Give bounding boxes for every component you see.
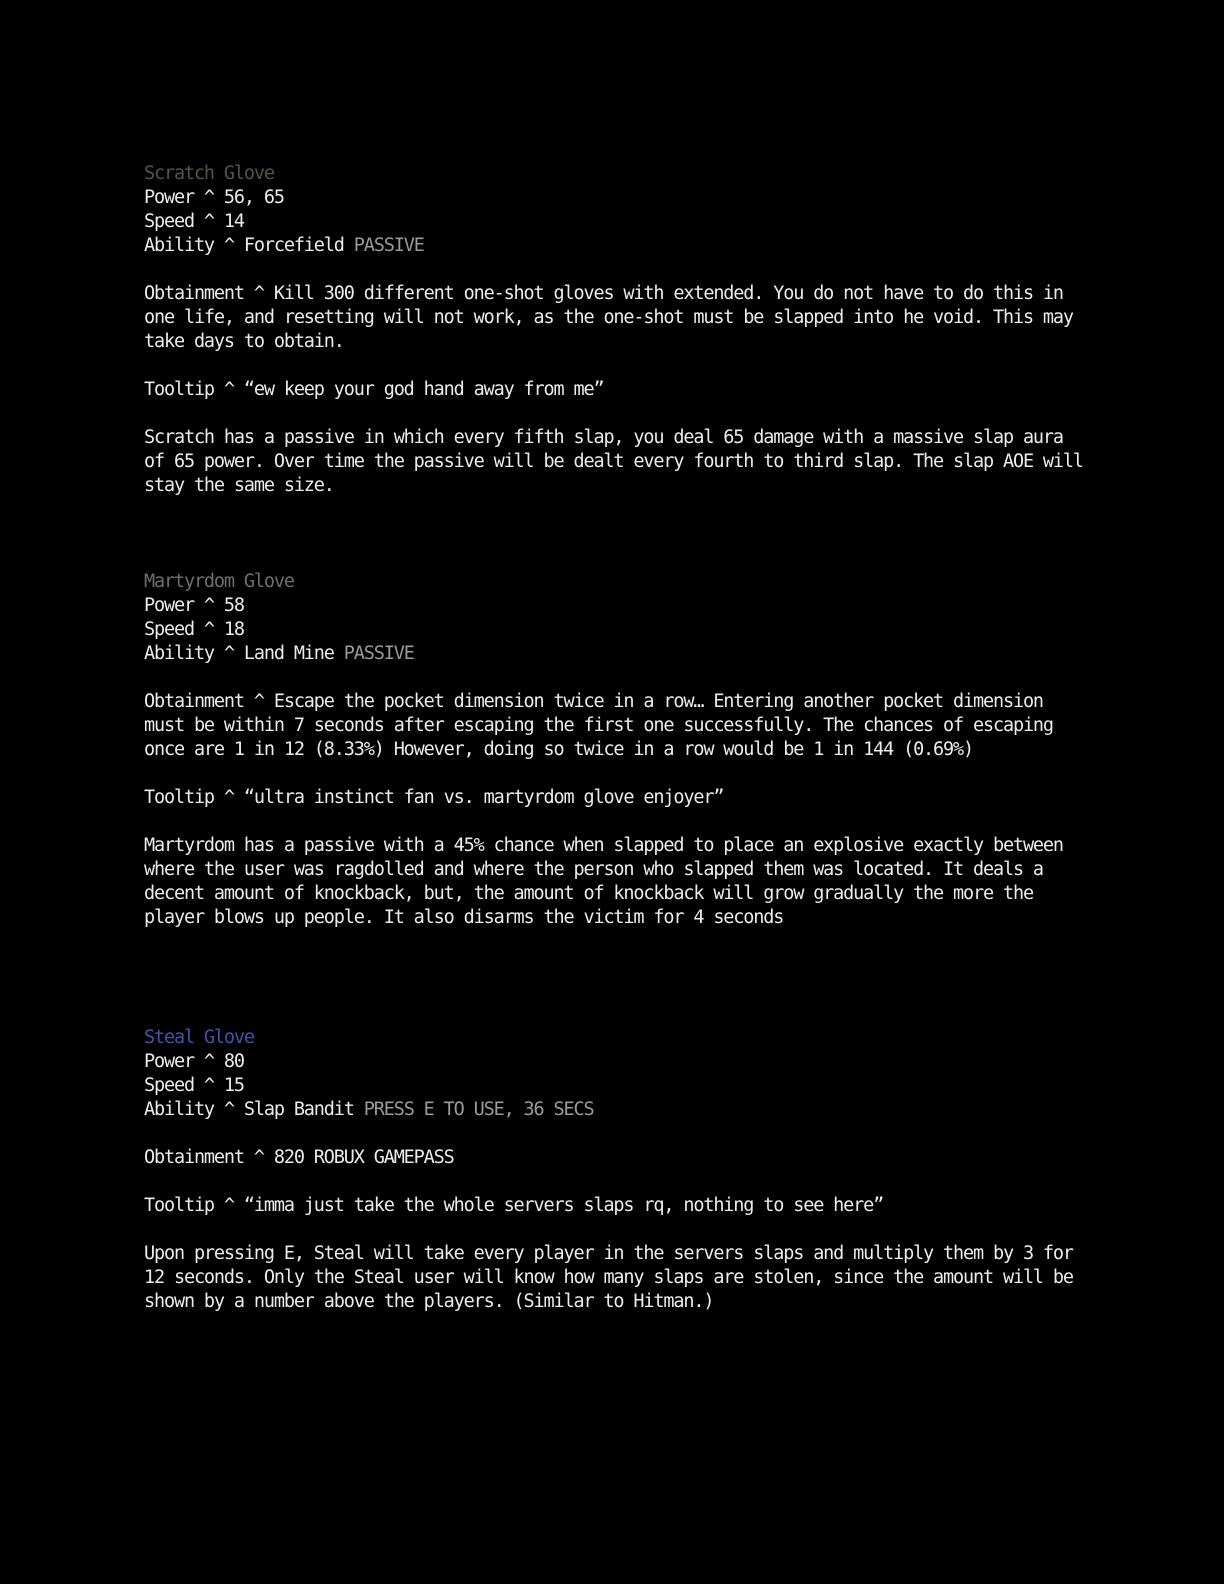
glove-description: Martyrdom has a passive with a 45% chance when slapped to place an explosive exactly between where the user was ragdolled and where the person who slapped them was located. It deals a decent amount of knockback, but, the amount of knockback will grow gradually the more the player blows up people. It also disarms the victim for 4 seconds xyxy=(144,835,1063,928)
glove-tooltip: Tooltip ^ “ultra instinct fan vs. martyrdom glove enjoyer” xyxy=(144,787,724,808)
glove-ability xyxy=(144,234,1084,258)
glove-power: Power ^ 56, 65 xyxy=(144,187,284,208)
glove-ability-name: Ability ^ Slap Bandit xyxy=(144,1099,354,1120)
glove-title: Scratch Glove xyxy=(144,163,274,184)
glove-ability-tag: PASSIVE xyxy=(343,643,414,664)
glove-tooltip: Tooltip ^ “ew keep your god hand away from me” xyxy=(144,379,604,400)
glove-ability-tag: PASSIVE xyxy=(353,235,424,256)
glove-ability-name: Ability ^ Forcefield xyxy=(144,235,344,256)
glove-speed: Speed ^ 18 xyxy=(144,619,244,640)
glove-ability-tag: PRESS E TO USE, 36 SECS xyxy=(363,1099,594,1120)
glove-tooltip: Tooltip ^ “imma just take the whole servers slaps rq, nothing to see here” xyxy=(144,1195,884,1216)
document-page xyxy=(144,162,1084,1314)
glove-power: Power ^ 58 xyxy=(144,595,244,616)
glove-speed: Speed ^ 14 xyxy=(144,211,244,232)
glove-entry-martyrdom xyxy=(144,570,1084,930)
glove-obtainment: Obtainment ^ Escape the pocket dimension twice in a row… Entering another pocket dimension must be within 7 seconds after escaping the first one successfully. The chances of escaping once are 1 in 12 (8.33%) However, doing so twice in a row would be 1 in 144 (0.69%) xyxy=(144,691,1053,760)
glove-description: Upon pressing E, Steal will take every player in the servers slaps and multiply them by 3 for 12 seconds. Only the Steal user will know how many slaps are stolen, since the amount will be shown by a number above the players. (Similar to Hitman.) xyxy=(144,1243,1073,1312)
glove-title: Steal Glove xyxy=(144,1027,254,1048)
glove-ability xyxy=(144,1098,1084,1122)
glove-description: Scratch has a passive in which every fifth slap, you deal 65 damage with a massive slap aura of 65 power. Over time the passive will be dealt every fourth to third slap. The slap AOE will stay the same size. xyxy=(144,427,1083,496)
glove-entry-steal xyxy=(144,1026,1084,1314)
glove-ability-name: Ability ^ Land Mine xyxy=(144,643,334,664)
glove-entry-scratch xyxy=(144,162,1084,498)
glove-power: Power ^ 80 xyxy=(144,1051,244,1072)
glove-speed: Speed ^ 15 xyxy=(144,1075,244,1096)
glove-obtainment: Obtainment ^ 820 ROBUX GAMEPASS xyxy=(144,1147,454,1168)
glove-ability xyxy=(144,642,1084,666)
glove-obtainment: Obtainment ^ Kill 300 different one-shot gloves with extended. You do not have to do this in one life, and resetting will not work, as the one-shot must be slapped into he void. This may take days to obtain. xyxy=(144,283,1073,352)
glove-title: Martyrdom Glove xyxy=(144,571,294,592)
